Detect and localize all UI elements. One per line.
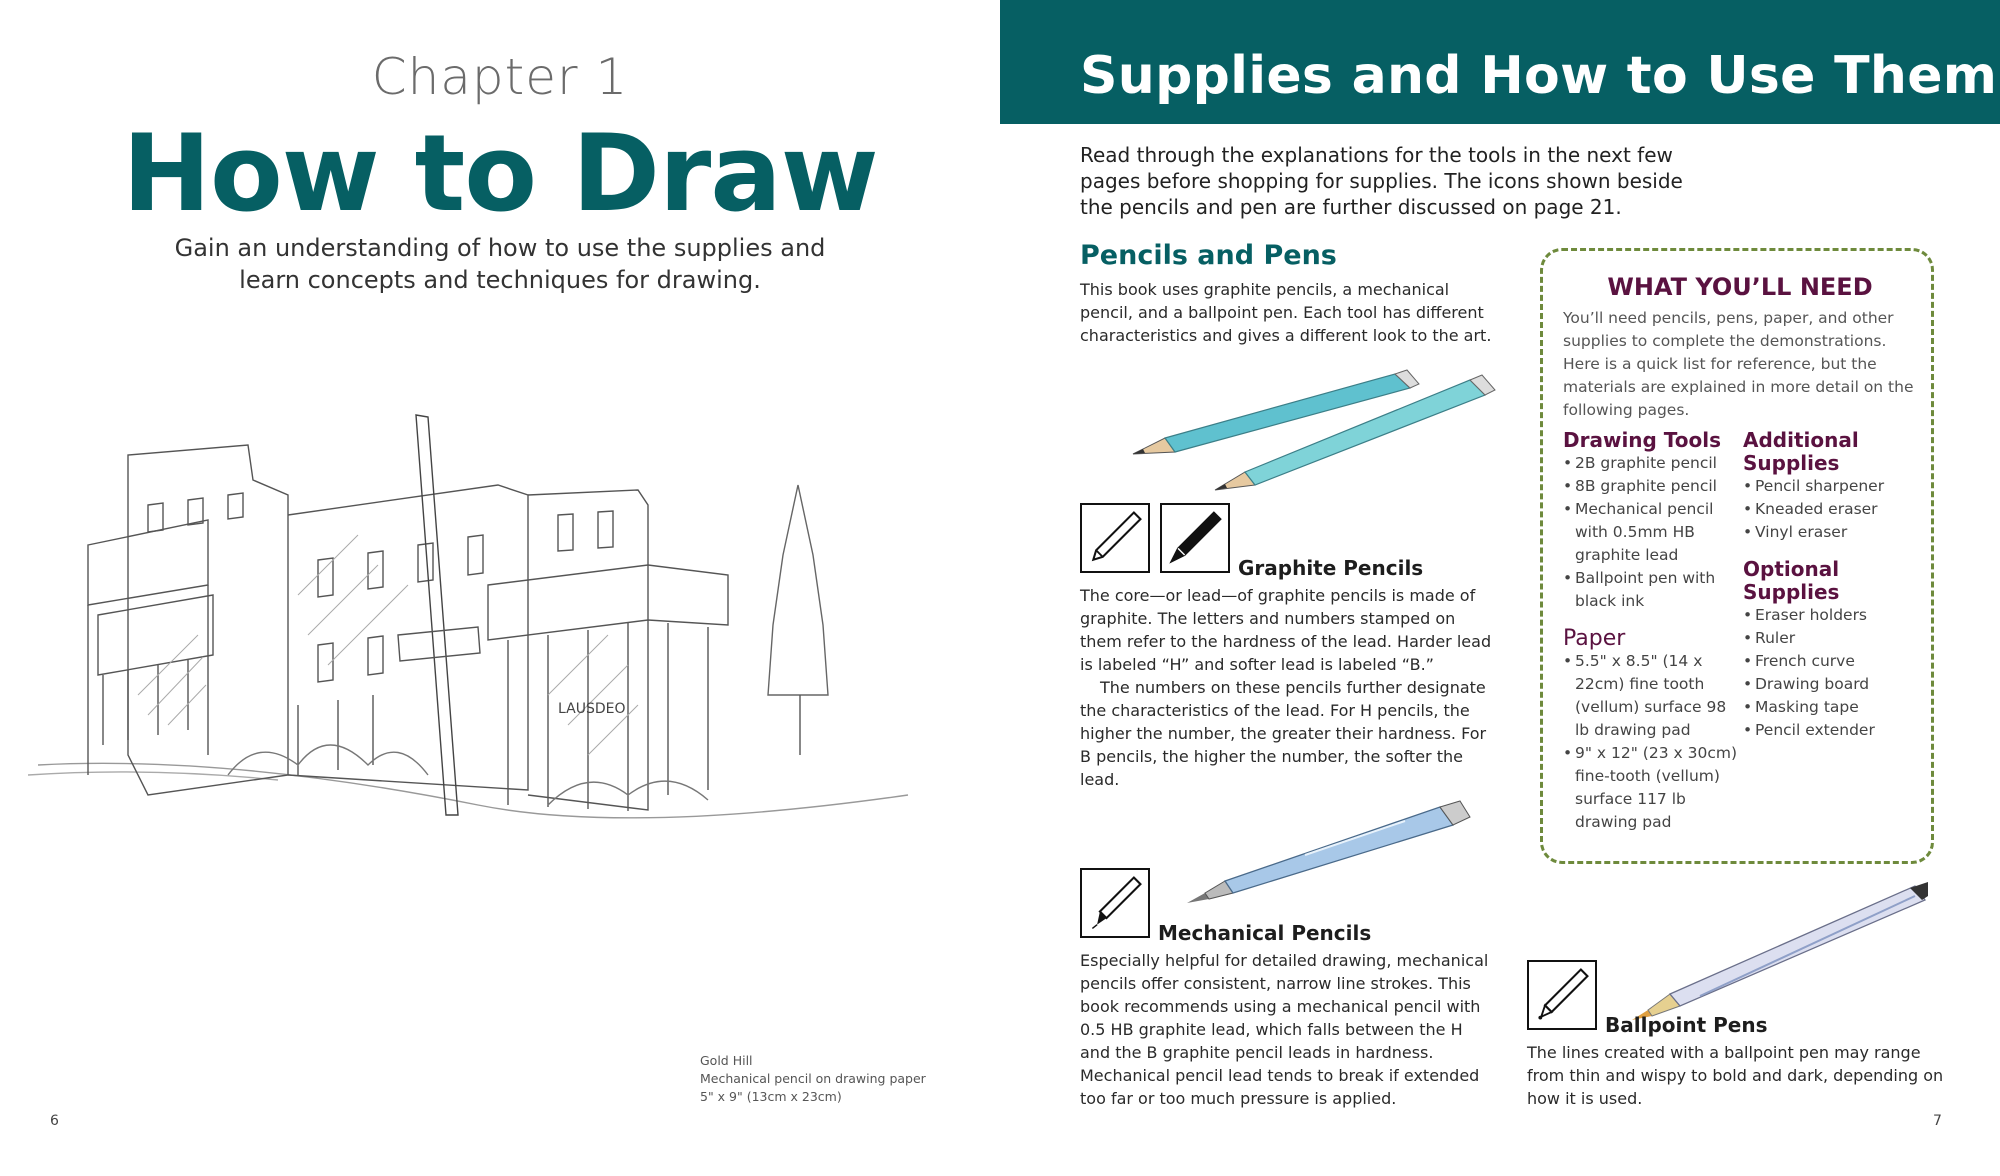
- list-item: • Eraser holders: [1743, 604, 1923, 627]
- graphite-pencils-illustration: [1125, 362, 1505, 492]
- section-title: Supplies and How to Use Them: [1080, 46, 1998, 106]
- chapter-intro-line: Gain an understanding of how to use the supplies and: [174, 234, 826, 262]
- ballpoint-pens-heading: Ballpoint Pens: [1605, 1013, 1768, 1037]
- pencils-pens-heading: Pencils and Pens: [1080, 240, 1337, 271]
- section-intro: Read through the explanations for the tools in the next few pages before shopping for supplies. The icons shown beside the pencils and pen are further discussed on page 21.: [1080, 143, 1683, 219]
- list-item: • Pencil extender: [1743, 719, 1923, 742]
- mechanical-pencils-heading: Mechanical Pencils: [1158, 921, 1372, 945]
- needs-column-left: [1563, 429, 1743, 848]
- ballpoint-pen-icon: [1527, 960, 1597, 1030]
- what-youll-need-box: [1540, 248, 1934, 864]
- list-item: • 5.5" x 8.5" (14 x 22cm) fine tooth (vellum) surface 98 lb drawing pad: [1563, 650, 1743, 742]
- page-number-left: 6: [50, 1113, 59, 1129]
- ballpoint-pens-body: The lines created with a ballpoint pen may range from thin and wispy to bold and dark, depending on how it is used.: [1527, 1043, 1944, 1108]
- mechanical-pencil-icon: [1080, 868, 1150, 938]
- graphite-para-2: The numbers on these pencils further designate the characteristics of the lead. For H pencils, the higher the number, the greater their hardness. For B pencils, the higher the number, the softer the lead.: [1080, 678, 1487, 789]
- list-item: • Mechanical pencil with 0.5mm HB graphite lead: [1563, 498, 1743, 567]
- chapter-label: Chapter 1: [371, 48, 629, 106]
- ballpoint-pen-illustration: [1630, 878, 1930, 1028]
- list-item: • Drawing board: [1743, 673, 1923, 696]
- drawing-tools-list: [1563, 452, 1743, 613]
- needs-column-right: [1743, 429, 1923, 756]
- chapter-intro-line: learn concepts and techniques for drawing.: [239, 266, 761, 294]
- list-item: • Vinyl eraser: [1743, 521, 1923, 544]
- optional-supplies-list: [1743, 604, 1923, 742]
- gold-hill-building-sketch: [28, 395, 928, 915]
- needs-title: WHAT YOU’LL NEED: [1607, 273, 1873, 301]
- caption-medium: Mechanical pencil on drawing paper: [700, 1071, 926, 1086]
- artwork-caption: [700, 1052, 926, 1106]
- graphite-para-1: The core—or lead—of graphite pencils is made of graphite. The letters and numbers stamped on them refer to the hardness of the lead. Harder lead is labeled “H” and softer lead is labeled “B.”: [1080, 586, 1492, 674]
- list-item: • Masking tape: [1743, 696, 1923, 719]
- list-item: • French curve: [1743, 650, 1923, 673]
- pencils-pens-body: This book uses graphite pencils, a mechanical pencil, and a ballpoint pen. Each tool has different characteristics and gives a different look to the art.: [1080, 280, 1492, 345]
- list-item: • 2B graphite pencil: [1563, 452, 1743, 475]
- list-item: • Ballpoint pen with black ink: [1563, 567, 1743, 613]
- mechanical-pencil-illustration: [1185, 795, 1485, 910]
- list-item: • Ruler: [1743, 627, 1923, 650]
- list-item: • 9" x 12" (23 x 30cm) fine-tooth (vellum) surface 117 lb drawing pad: [1563, 742, 1743, 834]
- graphite-pencils-body: [1080, 584, 1500, 791]
- graphite-pencils-heading: Graphite Pencils: [1238, 556, 1424, 580]
- right-page: [1000, 0, 2000, 1176]
- list-item: • Pencil sharpener: [1743, 475, 1923, 498]
- chapter-title: How to Draw: [122, 112, 878, 235]
- list-item: • 8B graphite pencil: [1563, 475, 1743, 498]
- caption-size: 5" x 9" (13cm x 23cm): [700, 1089, 842, 1104]
- list-item: • Kneaded eraser: [1743, 498, 1923, 521]
- page-number-right: 7: [1933, 1113, 1942, 1129]
- paper-heading: Paper: [1563, 626, 1626, 651]
- pencil-blunt-icon: [1080, 503, 1150, 573]
- mechanical-pencils-body: Especially helpful for detailed drawing, mechanical pencils offer consistent, narrow line strokes. This book recommends using a mechanical pencil with 0.5 HB graphite lead, which falls between the H and the B graphite pencil leads in hardness. Mechanical pencil lead tends to break if extended too far or too much pressure is applied.: [1080, 951, 1489, 1108]
- optional-supplies-heading: Optional Supplies: [1743, 557, 1840, 604]
- additional-supplies-list: [1743, 475, 1923, 544]
- drawing-tools-heading: Drawing Tools: [1563, 428, 1722, 452]
- additional-supplies-heading: Additional Supplies: [1743, 428, 1859, 475]
- chapter-intro: [150, 232, 850, 296]
- paper-list: [1563, 650, 1743, 834]
- needs-intro: You’ll need pencils, pens, paper, and other supplies to complete the demonstrations. Here is a quick list for reference, but the materials are explained in more detail on the following pages.: [1563, 309, 1914, 419]
- artist-signature: LAUSDEO: [558, 701, 626, 717]
- caption-title: Gold Hill: [700, 1053, 753, 1068]
- pencil-sharp-icon: [1160, 503, 1230, 573]
